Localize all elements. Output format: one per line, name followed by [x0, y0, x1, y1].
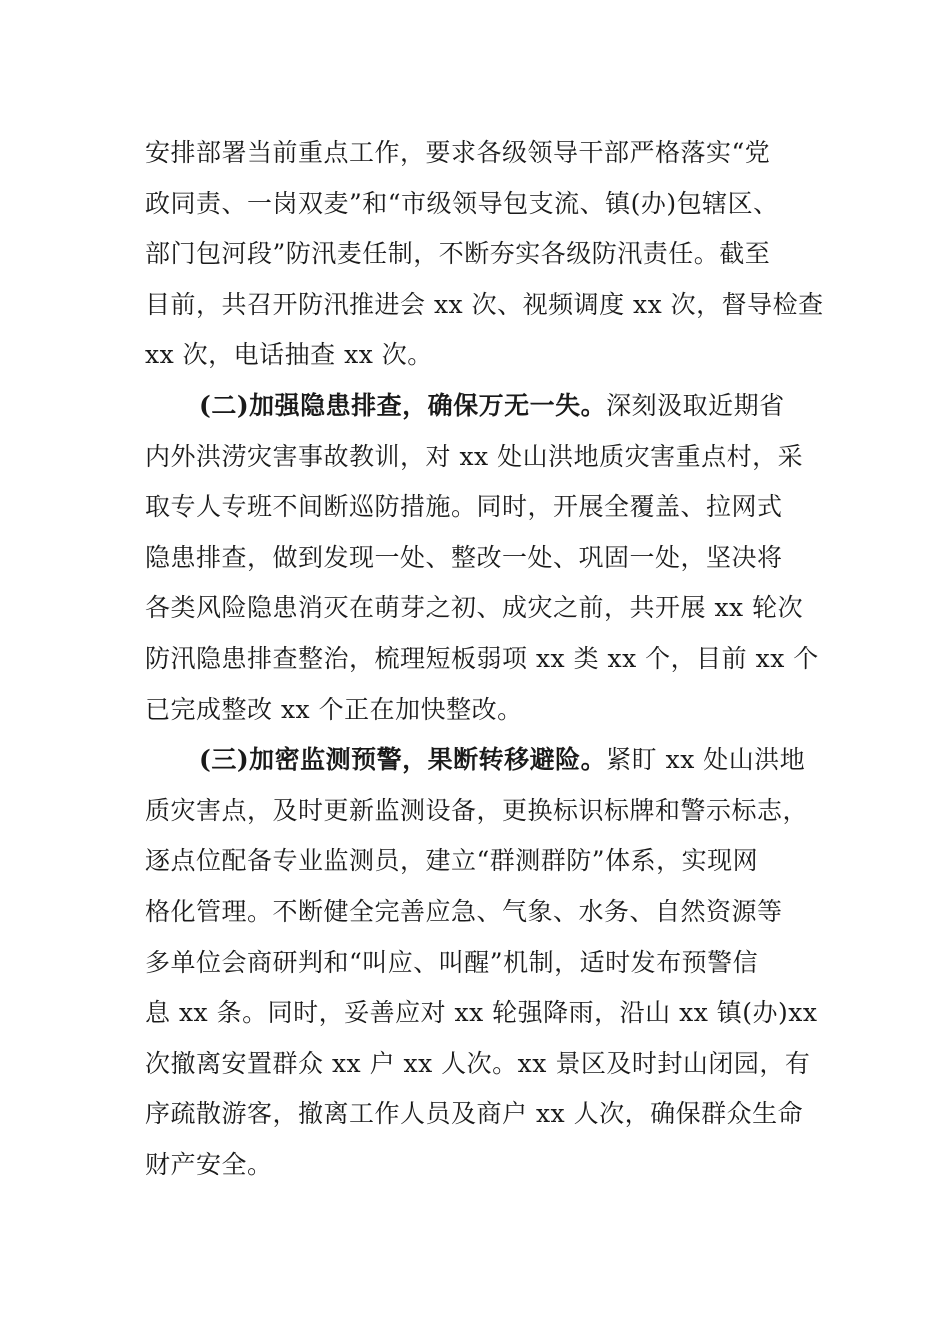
paragraph-line: 财产安全。 [145, 1149, 273, 1179]
paragraph-1 [145, 128, 824, 381]
paragraph-line: 已完成整改 xx 个正在加快整改。 [145, 694, 523, 724]
paragraph-line: 内外洪涝灾害事故教训，对 xx 处山洪地质灾害重点村，采 [145, 441, 804, 471]
paragraph-text: 深刻汲取近期省 [606, 390, 785, 420]
paragraph-line: 多单位会商研判和“叫应、叫醒”机制，适时发布预警信 [145, 947, 759, 977]
paragraph-first-line [145, 735, 810, 786]
section-heading: (三)加密监测预警，果断转移避险。 [199, 745, 607, 775]
paragraph-line: 政同责、一岗双麦”和“市级领导包支流、镇(办)包辖区、 [145, 188, 779, 218]
paragraph-first-line [145, 381, 810, 432]
paragraph-line: 序疏散游客，撤离工作人员及商户 xx 人次，确保群众生命 [145, 1099, 804, 1129]
paragraph-line: 息 xx 条。同时，妥善应对 xx 轮强降雨，沿山 xx 镇(办)xx [145, 998, 818, 1028]
paragraph-line: xx 次，电话抽查 xx 次。 [145, 340, 433, 370]
document-body [145, 128, 824, 1190]
paragraph-line: 格化管理。不断健全完善应急、气象、水务、自然资源等 [145, 896, 783, 926]
paragraph-line: 隐患排查，做到发现一处、整改一处、巩固一处，坚决将 [145, 542, 783, 572]
paragraph-line: 各类风险隐患消灭在萌芽之初、成灾之前，共开展 xx 轮次 [145, 593, 804, 623]
paragraph-line: 逐点位配备专业监测员，建立“群测群防”体系，实现网 [145, 846, 759, 876]
paragraph-3 [145, 735, 818, 1190]
paragraph-2 [145, 381, 819, 735]
paragraph-line: 防汛隐患排查整治，梳理短板弱项 xx 类 xx 个，目前 xx 个 [145, 643, 819, 673]
paragraph-text: 紧盯 xx 处山洪地 [606, 745, 806, 775]
paragraph-line: 质灾害点，及时更新监测设备，更换标识标牌和警示标志， [145, 795, 809, 825]
paragraph-line: 目前，共召开防汛推进会 xx 次、视频调度 xx 次，督导检查 [145, 289, 824, 319]
paragraph-line: 次撤离安置群众 xx 户 xx 人次。xx 景区及时封山闭园，有 [145, 1048, 811, 1078]
section-heading: (二)加强隐患排查，确保万无一失。 [199, 390, 607, 420]
paragraph-line: 安排部署当前重点工作，要求各级领导干部严格落实“党 [145, 138, 771, 167]
paragraph-line: 取专人专班不间断巡防措施。同时，开展全覆盖、拉网式 [145, 492, 783, 522]
paragraph-line: 部门包河段”防汛麦任制，不断夯实各级防汛责任。截至 [145, 239, 771, 269]
